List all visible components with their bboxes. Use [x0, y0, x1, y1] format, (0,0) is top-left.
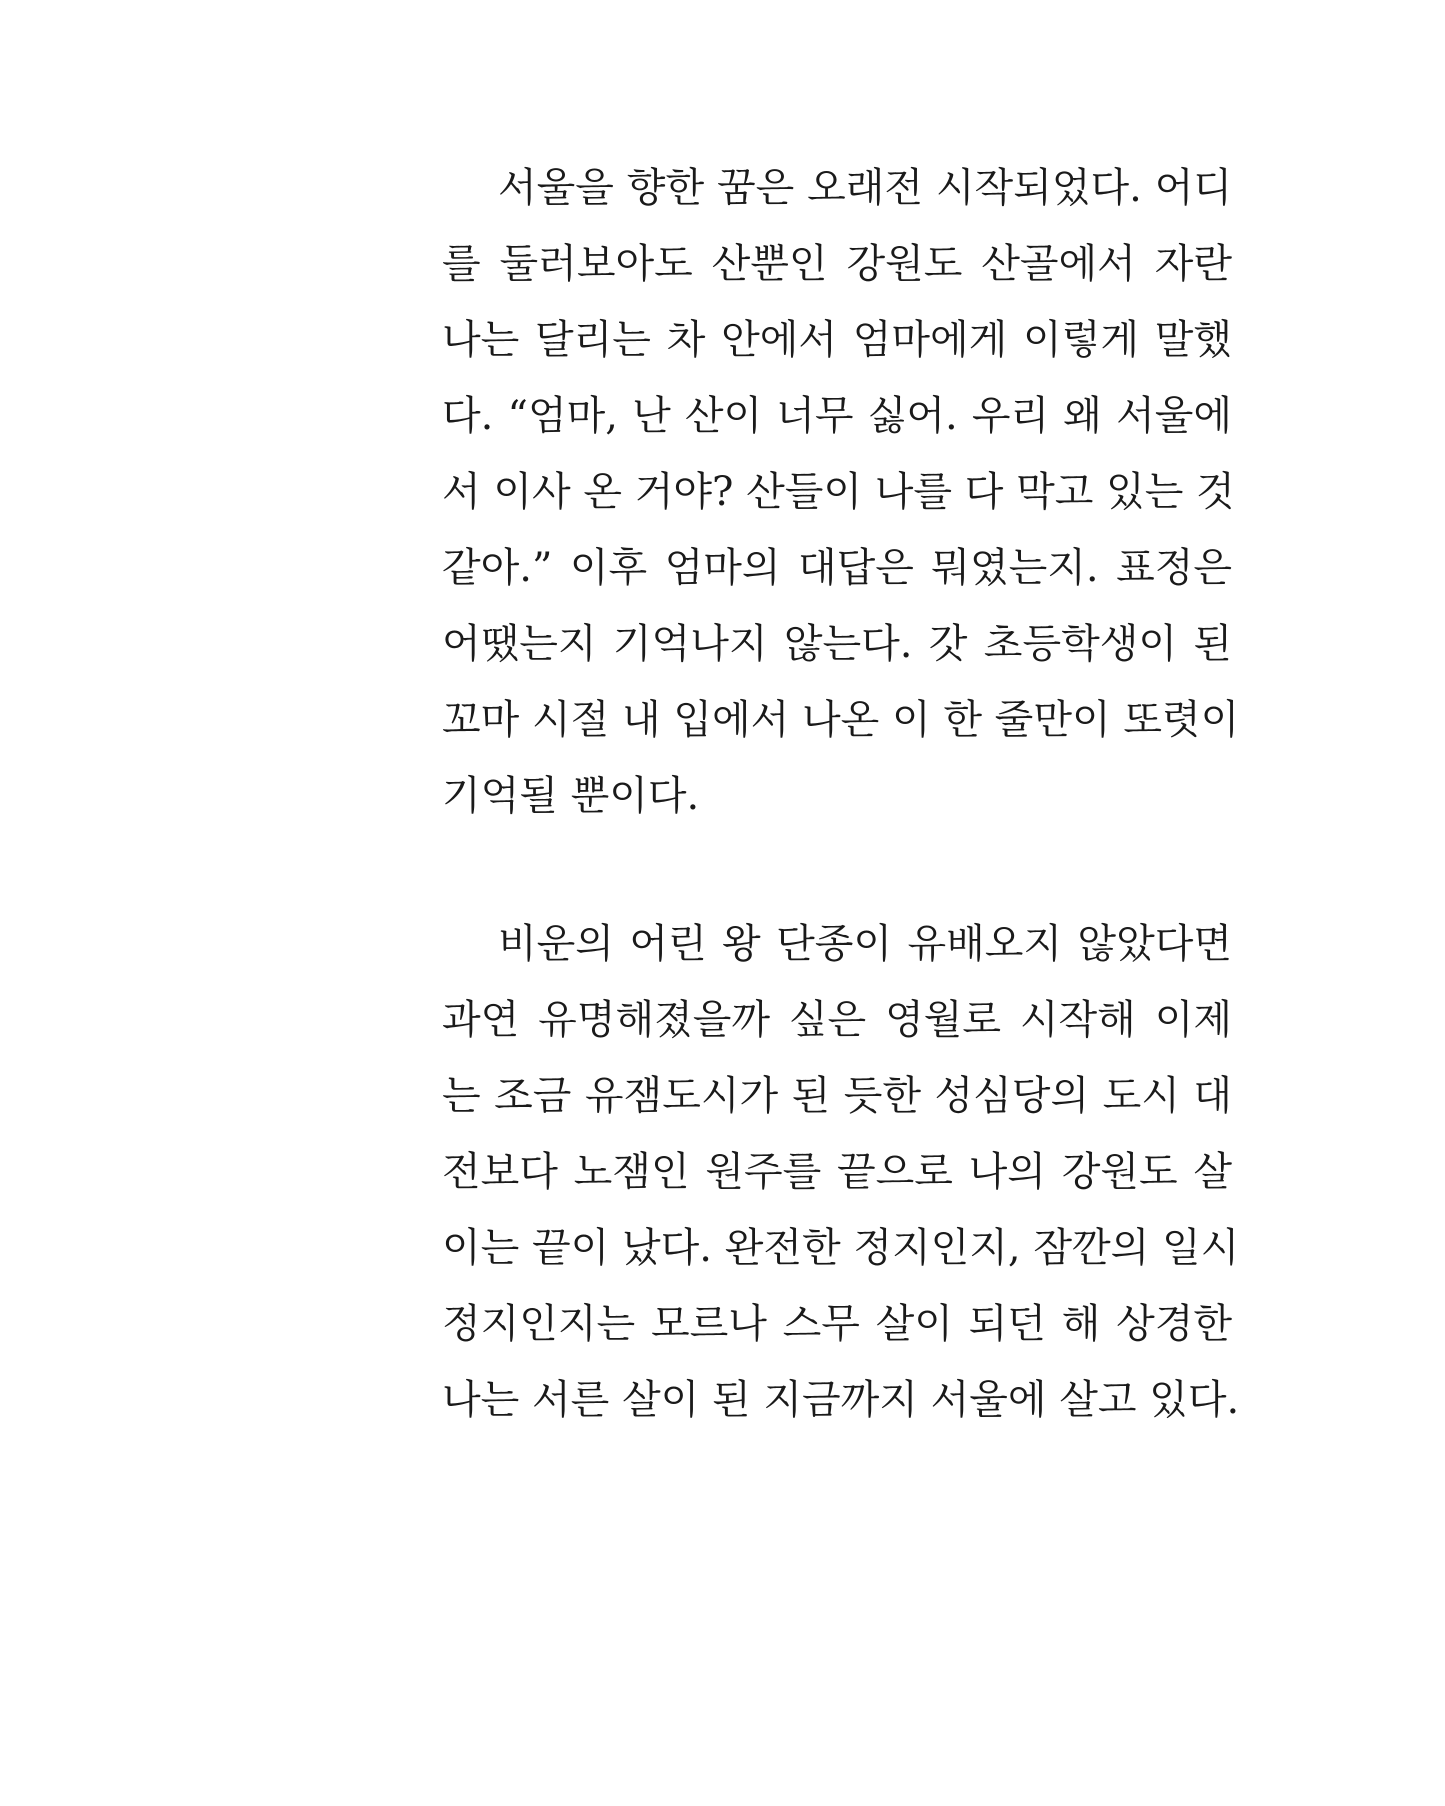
paragraph-line: 과연 유명해졌을까 싶은 영월로 시작해 이제 — [442, 997, 1232, 1043]
paragraph-line: 나는 달리는 차 안에서 엄마에게 이렇게 말했 — [442, 317, 1232, 363]
paragraph-line: 정지인지는 모르나 스무 살이 되던 해 상경한 — [442, 1301, 1232, 1347]
paragraph-line: 는 조금 유잼도시가 된 듯한 성심당의 도시 대 — [442, 1073, 1232, 1119]
paragraph-line: 어땠는지 기억나지 않는다. 갓 초등학생이 된 — [442, 621, 1232, 667]
paragraph-line: 비운의 어린 왕 단종이 유배오지 않았다면 — [498, 921, 1232, 967]
paragraph-1 — [442, 150, 1240, 834]
paragraph-line: 전보다 노잼인 원주를 끝으로 나의 강원도 살 — [442, 1149, 1232, 1195]
paragraph-line: 서 이사 온 거야? 산들이 나를 다 막고 있는 것 — [442, 469, 1235, 515]
paragraph-2 — [442, 906, 1240, 1438]
paragraph-line: 서울을 향한 꿈은 오래전 시작되었다. 어디 — [498, 165, 1232, 211]
paragraph-line: 이는 끝이 났다. 완전한 정지인지, 잠깐의 일시 — [442, 1225, 1240, 1271]
paragraph-line: 같아.” 이후 엄마의 대답은 뭐였는지. 표정은 — [442, 545, 1232, 591]
paragraph-line: 나는 서른 살이 된 지금까지 서울에 살고 있다. — [442, 1377, 1240, 1423]
paragraph-line: 꼬마 시절 내 입에서 나온 이 한 줄만이 또렷이 — [442, 697, 1240, 743]
paragraph-line: 를 둘러보아도 산뿐인 강원도 산골에서 자란 — [442, 241, 1232, 287]
paragraph-line: 다. “엄마, 난 산이 너무 싫어. 우리 왜 서울에 — [442, 393, 1232, 439]
paragraph-line: 기억될 뿐이다. — [442, 773, 700, 819]
